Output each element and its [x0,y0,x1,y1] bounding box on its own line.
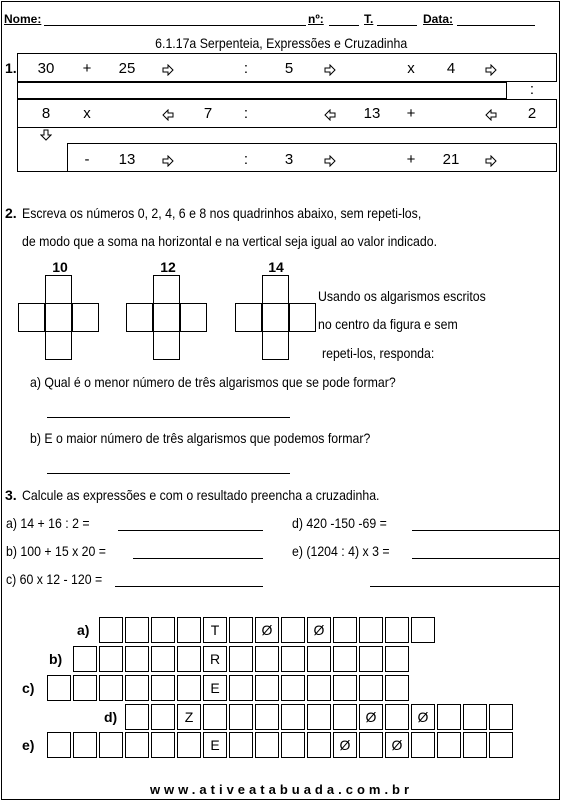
crossword-cell[interactable] [385,617,409,643]
crossword-cell[interactable] [385,704,409,730]
footer-url: www.ativeatabuada.com.br [149,782,414,797]
crossword-cell[interactable] [99,732,123,758]
s-side-op: : [529,81,535,98]
arrow-right-icon [324,155,336,167]
q2-number: 2. [5,205,17,221]
expr-c-answer[interactable] [115,586,263,587]
cross-3-target: 14 [268,259,284,275]
cross-1-bottom[interactable] [45,331,72,360]
crossword-cell[interactable] [385,646,409,672]
s3-value-c: 21 [442,151,460,168]
name-label: Nome: [4,12,42,26]
crossword-row-label: c) [22,680,35,696]
crossword-cell[interactable] [359,675,383,701]
s1-value-b: 25 [118,60,136,77]
title-wrap [0,35,563,53]
s2-value-a: 8 [41,105,51,122]
cross-3-top[interactable] [262,275,289,304]
crossword-cell[interactable] [99,617,123,643]
crossword-cell[interactable] [177,646,201,672]
q2-side-text-3: repeti-los, responda: [322,345,435,361]
crossword-cell[interactable]: Ø [411,704,435,730]
arrow-right-icon [162,155,174,167]
crossword-cell[interactable] [333,675,357,701]
crossword-cell[interactable] [73,646,97,672]
expr-extra-answer[interactable] [370,586,559,587]
crossword-cell[interactable]: E [203,675,227,701]
crossword-cell[interactable]: Ø [385,732,409,758]
crossword-cell[interactable] [411,732,435,758]
cross-1-right[interactable] [72,303,99,332]
cross-1-target: 10 [52,259,68,275]
q2-question-a: a) Qual é o menor número de três algarismos que se pode formar? [30,374,396,390]
expr-d: d) 420 -150 -69 = [292,515,387,531]
arrow-right-icon [485,64,497,76]
crossword-cell[interactable]: Ø [333,732,357,758]
arrow-down-icon [40,129,52,141]
class-label: T. [364,12,374,26]
cross-2-bottom[interactable] [153,331,180,360]
crossword-cell[interactable] [255,675,279,701]
crossword-cell[interactable]: E [203,732,227,758]
cross-1-left[interactable] [18,303,45,332]
crossword-cell[interactable] [255,732,279,758]
crossword-cell[interactable] [151,675,175,701]
cross-2-left[interactable] [126,303,153,332]
crossword-cell[interactable] [125,704,149,730]
arrow-right-icon [162,64,174,76]
crossword-cell[interactable] [125,675,149,701]
crossword-cell[interactable] [151,704,175,730]
expr-a: a) 14 + 16 : 2 = [6,515,90,531]
serpentine-row-2 [17,99,557,128]
crossword-cell[interactable] [463,704,487,730]
crossword-cell[interactable] [177,617,201,643]
crossword-cell[interactable] [229,704,253,730]
cross-1-center[interactable] [45,303,72,332]
q2-answer-b-line[interactable] [47,473,290,474]
crossword-cell[interactable] [229,675,253,701]
crossword-cell[interactable]: Ø [307,617,331,643]
expr-e-answer[interactable] [412,558,559,559]
crossword-cell[interactable]: Ø [255,617,279,643]
serpentine-row-3 [67,143,557,172]
serpentine-gap-1 [17,82,507,99]
crossword-cell[interactable] [281,732,305,758]
crossword-cell[interactable] [203,704,227,730]
s1-value-c: 5 [284,60,294,77]
s3-op-2: : [243,151,249,168]
s3-op-3: + [406,151,416,168]
s2-value-d: 2 [527,105,537,122]
arrow-left-icon [485,109,497,121]
crossword-cell[interactable] [281,646,305,672]
q3-number: 3. [5,487,17,503]
crossword-cell[interactable] [333,646,357,672]
s2-op-1: x [83,105,91,122]
crossword-cell[interactable] [463,732,487,758]
cross-2-center[interactable] [153,303,180,332]
arrow-right-icon [324,64,336,76]
cross-2-target: 12 [160,259,176,275]
crossword-cell[interactable] [385,675,409,701]
crossword-cell[interactable] [151,617,175,643]
crossword-row-label: e) [22,737,35,753]
q2-instruction-1: Escreva os números 0, 2, 4, 6 e 8 nos quadrinhos abaixo, sem repeti-los, [22,205,422,221]
crossword-cell[interactable] [255,704,279,730]
q3-instruction: Calcule as expressões e com o resultado preencha a cruzadinha. [22,487,380,503]
q2-side-text-2: no centro da figura e sem [318,316,458,332]
crossword-cell[interactable] [151,732,175,758]
crossword-cell[interactable] [411,617,435,643]
arrow-left-icon [324,109,336,121]
s3-op-1: - [84,151,90,168]
crossword-cell[interactable] [125,646,149,672]
q1-number: 1. [5,60,17,76]
crossword-cell[interactable] [359,646,383,672]
crossword-cell[interactable] [47,732,71,758]
crossword-cell[interactable] [99,646,123,672]
expr-a-answer[interactable] [118,530,263,531]
crossword-cell[interactable] [73,732,97,758]
crossword-cell[interactable]: Z [177,704,201,730]
q2-side-text-1: Usando os algarismos escritos [318,288,486,304]
crossword-cell[interactable] [489,704,513,730]
crossword-cell[interactable] [229,732,253,758]
cross-3-right[interactable] [289,303,316,332]
crossword-cell[interactable] [489,732,513,758]
crossword-cell[interactable] [73,675,97,701]
class-line[interactable] [377,25,417,26]
number-label: nº: [308,12,324,26]
crossword-cell[interactable] [177,675,201,701]
s2-op-3: + [406,105,416,122]
cross-3-center[interactable] [262,303,289,332]
crossword-cell[interactable]: Ø [359,704,383,730]
s2-value-c: 13 [363,105,381,122]
crossword-cell[interactable]: T [203,617,227,643]
crossword-cell[interactable] [307,732,331,758]
arrow-right-icon [485,155,497,167]
cross-2-right[interactable] [180,303,207,332]
crossword-cell[interactable] [437,704,461,730]
s1-op-3: x [407,60,415,77]
crossword-cell[interactable] [229,646,253,672]
crossword-cell[interactable] [437,732,461,758]
crossword-row-label: a) [77,622,90,638]
expr-d-answer[interactable] [412,530,559,531]
expr-b: b) 100 + 15 x 20 = [6,543,107,559]
crossword-cell[interactable] [229,617,253,643]
s2-value-b: 7 [203,105,213,122]
crossword-cell[interactable] [359,617,383,643]
arrow-left-icon [162,109,174,121]
crossword-cell[interactable]: R [203,646,227,672]
crossword-cell[interactable] [99,675,123,701]
expr-e: e) (1204 : 4) x 3 = [292,543,390,559]
s1-op-2: : [243,60,249,77]
cross-2-top[interactable] [153,275,180,304]
crossword-cell[interactable] [307,646,331,672]
name-line[interactable] [44,25,306,26]
crossword-cell[interactable] [281,617,305,643]
crossword-cell[interactable] [333,704,357,730]
q2-instruction-2: de modo que a soma na horizontal e na vertical seja igual ao valor indicado. [22,233,438,249]
s1-value-d: 4 [446,60,456,77]
crossword-cell[interactable] [151,646,175,672]
date-label: Data: [423,12,454,26]
crossword-cell[interactable] [255,646,279,672]
crossword-cell[interactable] [47,675,71,701]
serpentine-bottom-edge [17,171,67,172]
crossword-cell[interactable] [125,732,149,758]
expr-b-answer[interactable] [133,558,263,559]
crossword-row-label: b) [49,651,63,667]
crossword-cell[interactable] [333,617,357,643]
s2-op-2: : [243,105,249,122]
q2-answer-a-line[interactable] [47,417,290,418]
s3-value-b: 3 [284,151,294,168]
cross-1-top[interactable] [45,275,72,304]
s1-op-1: + [82,60,92,77]
page-title: 6.1.17a Serpenteia, Expressões e Cruzadinha [155,35,408,51]
serpentine-left-edge [17,128,18,172]
crossword-cell[interactable] [307,704,331,730]
s1-value-a: 30 [37,60,55,77]
q2-question-b: b) E o maior número de três algarismos que podemos formar? [30,430,371,446]
number-line[interactable] [329,25,359,26]
crossword-cell[interactable] [307,675,331,701]
crossword-cell[interactable] [281,675,305,701]
crossword-row-label: d) [104,709,118,725]
crossword-cell[interactable] [177,732,201,758]
cross-3-left[interactable] [235,303,262,332]
expr-c: c) 60 x 12 - 120 = [6,571,103,587]
crossword-cell[interactable] [281,704,305,730]
date-line[interactable] [457,25,535,26]
crossword-cell[interactable] [359,732,383,758]
cross-3-bottom[interactable] [262,331,289,360]
s3-value-a: 13 [118,151,136,168]
crossword-cell[interactable] [125,617,149,643]
